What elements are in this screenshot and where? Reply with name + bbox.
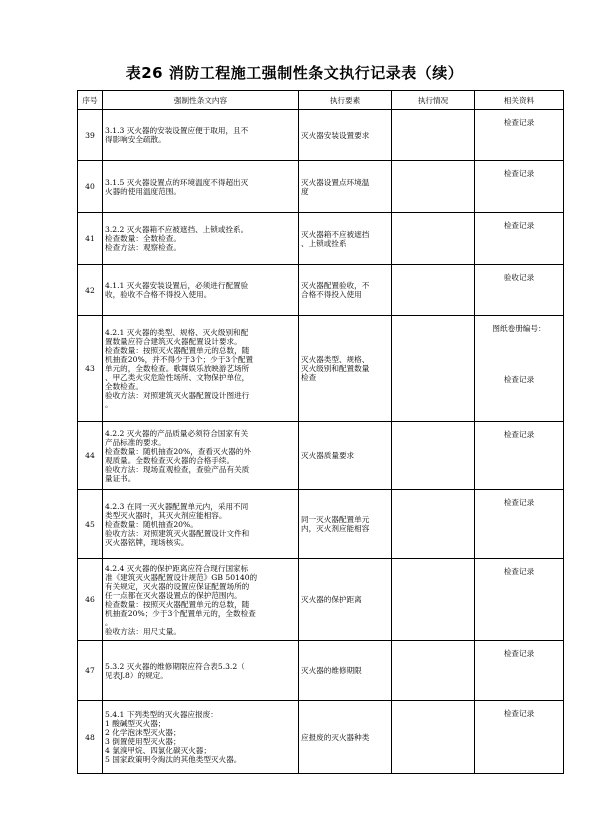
clause-content (103, 161, 299, 213)
table-row (78, 316, 564, 422)
requirement-line: 内，灭火剂应能相容 (301, 524, 370, 533)
related-document (475, 559, 564, 641)
page-title: 表26 消防工程施工强制性条文执行记录表（续） (125, 64, 464, 82)
requirement-line: 度 (301, 186, 309, 196)
row-number: 45 (78, 490, 103, 559)
clause-line: 任一点都在灭火器设置点的保护范围内。 (105, 590, 242, 600)
clause-content (103, 316, 299, 422)
requirement-line: 灭火级别和配置数量 (301, 364, 370, 373)
requirement-line: 、上锁或拴系 (301, 238, 347, 248)
row-number: 44 (78, 422, 103, 490)
clause-line: 检查方法：观察检查。 (105, 243, 181, 252)
reference-label: 检查记录 (503, 221, 535, 230)
table-row (78, 490, 564, 559)
execution-status-cell[interactable] (392, 110, 475, 161)
row-number: 39 (78, 110, 103, 161)
execution-requirement (299, 422, 392, 490)
execution-status-cell[interactable] (392, 422, 475, 490)
row-number: 41 (78, 213, 103, 265)
row-number: 43 (78, 316, 103, 422)
clause-content (103, 641, 299, 701)
col-header-no: 序号 (78, 91, 103, 110)
requirement-line: 灭火器安装设置要求 (301, 130, 370, 140)
clause-line: 1 酸碱型灭火器； (105, 719, 166, 728)
related-document (475, 316, 564, 422)
clause-line: 4.2.3 在同一灭火器配置单元内，采用不同 (105, 501, 249, 511)
execution-requirement (299, 110, 392, 161)
related-document (475, 110, 564, 161)
row-number: 42 (78, 265, 103, 316)
reference-label: 检查记录 (503, 649, 535, 658)
clause-line: 4.2.2 灭火器的产品质量必须符合国家有关 (105, 428, 249, 438)
requirement-line: 检查 (301, 373, 317, 382)
clause-line: 检查数量：随机抽查20%，查看灭火器的外 (105, 446, 251, 456)
clause-line: 4.2.1 灭火器的类型、规格、灭火级别和配 (105, 328, 249, 337)
clause-content (103, 490, 299, 559)
clause-line: 全数检查。 (105, 382, 143, 391)
execution-requirement (299, 265, 392, 316)
clause-line: 验收方法：对照建筑灭火器配置设计文件和 (105, 528, 250, 538)
clause-line: 2 化学泡沫型灭火器； (105, 728, 181, 737)
col-header-content: 强制性条文内容 (103, 91, 299, 110)
execution-requirement (299, 213, 392, 265)
requirement-line: 灭火器设置点环境温 (301, 177, 370, 187)
execution-requirement (299, 701, 392, 774)
execution-status-cell[interactable] (392, 265, 475, 316)
clause-line: 、甲乙类火灾危险性场所、文物保护单位， (105, 373, 250, 382)
execution-status-cell[interactable] (392, 490, 475, 559)
table-row (78, 701, 564, 774)
clause-line: 准《建筑灭火器配置设计规范》GB 50140的 (105, 572, 258, 582)
requirement-line: 灭火器配置验收，不 (301, 281, 370, 290)
clause-line: 。 (105, 617, 113, 627)
reference-label: 检查记录 (503, 567, 535, 576)
clause-line: 机抽查20%，并不得少于3个；少于3个配置 (105, 355, 254, 364)
clause-line: 机抽查20%；少于3个配置单元的，全数检查 (105, 608, 256, 618)
clause-line: 得影响安全疏散。 (105, 135, 166, 144)
record-table (77, 90, 564, 774)
clause-line: 3.1.5 灭火器设置点的环境温度不得超出灭 (105, 177, 249, 187)
table-body (78, 110, 564, 774)
execution-status-cell[interactable] (392, 701, 475, 774)
related-document (475, 490, 564, 559)
requirement-line: 合格不得投入使用 (301, 290, 362, 299)
clause-content (103, 110, 299, 161)
related-document (475, 265, 564, 316)
clause-line: 4.2.4 灭火器的保护距离应符合现行国家标 (105, 563, 249, 573)
clause-content (103, 559, 299, 641)
col-header-reference: 相关资料 (475, 91, 564, 110)
execution-status-cell[interactable] (392, 161, 475, 213)
col-header-requirement: 执行要素 (299, 91, 392, 110)
table-row (78, 641, 564, 701)
table-header-row (78, 91, 564, 110)
clause-line: 单元的，全数检查。歌舞娱乐放映游艺场所 (105, 364, 250, 373)
clause-line: 观质量。全数检查灭火器的合格手续。 (105, 455, 235, 465)
execution-requirement (299, 161, 392, 213)
table-row (78, 161, 564, 213)
row-number: 47 (78, 641, 103, 701)
reference-label-secondary: 检查记录 (503, 375, 535, 384)
clause-content (103, 701, 299, 774)
clause-line: 5.4.1 下列类型的灭火器应报废： (105, 710, 218, 719)
execution-requirement (299, 641, 392, 701)
execution-status-cell[interactable] (392, 641, 475, 701)
related-document (475, 701, 564, 774)
clause-line: 验收方法：对照建筑灭火器配置设计图进行 (105, 391, 250, 400)
clause-line: 收，验收不合格不得投入使用。 (105, 290, 212, 299)
clause-line: 量证书。 (105, 473, 136, 483)
clause-line: 3.1.3 灭火器的安装设置应便于取用，且不 (105, 126, 249, 135)
related-document (475, 213, 564, 265)
table-row (78, 559, 564, 641)
execution-requirement (299, 490, 392, 559)
clause-line: 火器的使用温度范围。 (105, 186, 181, 196)
clause-line: 产品标准的要求。 (105, 437, 166, 447)
reference-label: 检查记录 (503, 118, 535, 127)
related-document (475, 161, 564, 213)
related-document (475, 641, 564, 701)
requirement-line: 灭火器的维修期限 (301, 666, 362, 675)
reference-label: 检查记录 (503, 169, 535, 178)
requirement-line: 灭火器类型、规格、 (301, 355, 370, 364)
execution-status-cell[interactable] (392, 559, 475, 641)
requirement-line: 灭火器的保护距离 (301, 595, 362, 604)
execution-status-cell[interactable] (392, 213, 475, 265)
reference-label: 验收记录 (503, 273, 535, 282)
related-document (475, 422, 564, 490)
clause-line: 置数量应符合建筑灭火器配置设计要求。 (105, 337, 242, 346)
reference-label: 检查记录 (503, 709, 535, 718)
table-row (78, 265, 564, 316)
clause-line: 检查数量：全数检查。 (105, 234, 181, 243)
requirement-line: 同一灭火器配置单元 (301, 515, 370, 524)
clause-line: 类型灭火器时，其灭火剂应能相容。 (105, 510, 227, 520)
clause-content (103, 422, 299, 490)
clause-line: 4.1.1 灭火器安装设置后，必须进行配置验 (105, 281, 249, 290)
row-number: 46 (78, 559, 103, 641)
execution-requirement (299, 316, 392, 422)
reference-label: 检查记录 (503, 498, 535, 507)
clause-line: 4 氯溴甲烷、四氯化碳灭火器； (105, 746, 211, 755)
requirement-line: 灭火器质量要求 (301, 451, 355, 460)
clause-line: 灭火器铭牌，现场核实。 (105, 537, 189, 547)
execution-status-cell[interactable] (392, 316, 475, 422)
clause-line: 5.3.2 灭火器的维修期限应符合表5.3.2（ (105, 661, 245, 671)
col-header-status: 执行情况 (392, 91, 475, 110)
clause-content (103, 265, 299, 316)
row-number: 48 (78, 701, 103, 774)
clause-line: 检查数量：随机抽查20%。 (105, 519, 198, 529)
clause-line: 3.2.2 灭火器箱不应被遮挡、上锁或拴系。 (105, 225, 249, 234)
requirement-line: 应报废的灭火器种类 (301, 732, 370, 742)
table-row (78, 110, 564, 161)
clause-line: 验收方法：用尺丈量。 (105, 626, 181, 636)
clause-line: 。 (105, 400, 113, 409)
clause-line: 3 倒置使用型灭火器； (105, 737, 181, 746)
clause-line: 验收方法：现场直观检查，查验产品有关质 (105, 464, 250, 474)
clause-line: 见表J.8）的规定。 (105, 670, 168, 680)
table-row (78, 422, 564, 490)
reference-label: 图纸卷册编号： (492, 324, 546, 333)
execution-requirement (299, 559, 392, 641)
clause-line: 5 国家政策明令淘汰的其他类型灭火器。 (105, 755, 242, 764)
clause-line: 有关规定，灭火器的设置应保证配置场所的 (105, 581, 250, 591)
clause-line: 检查数量：按照灭火器配置单元的总数，随 (105, 346, 250, 355)
requirement-line: 灭火器箱不应被遮挡 (301, 229, 370, 239)
clause-content (103, 213, 299, 265)
row-number: 40 (78, 161, 103, 213)
clause-line: 检查数量：按照灭火器配置单元的总数，随 (105, 599, 250, 609)
reference-label: 检查记录 (503, 430, 535, 439)
table-row (78, 213, 564, 265)
